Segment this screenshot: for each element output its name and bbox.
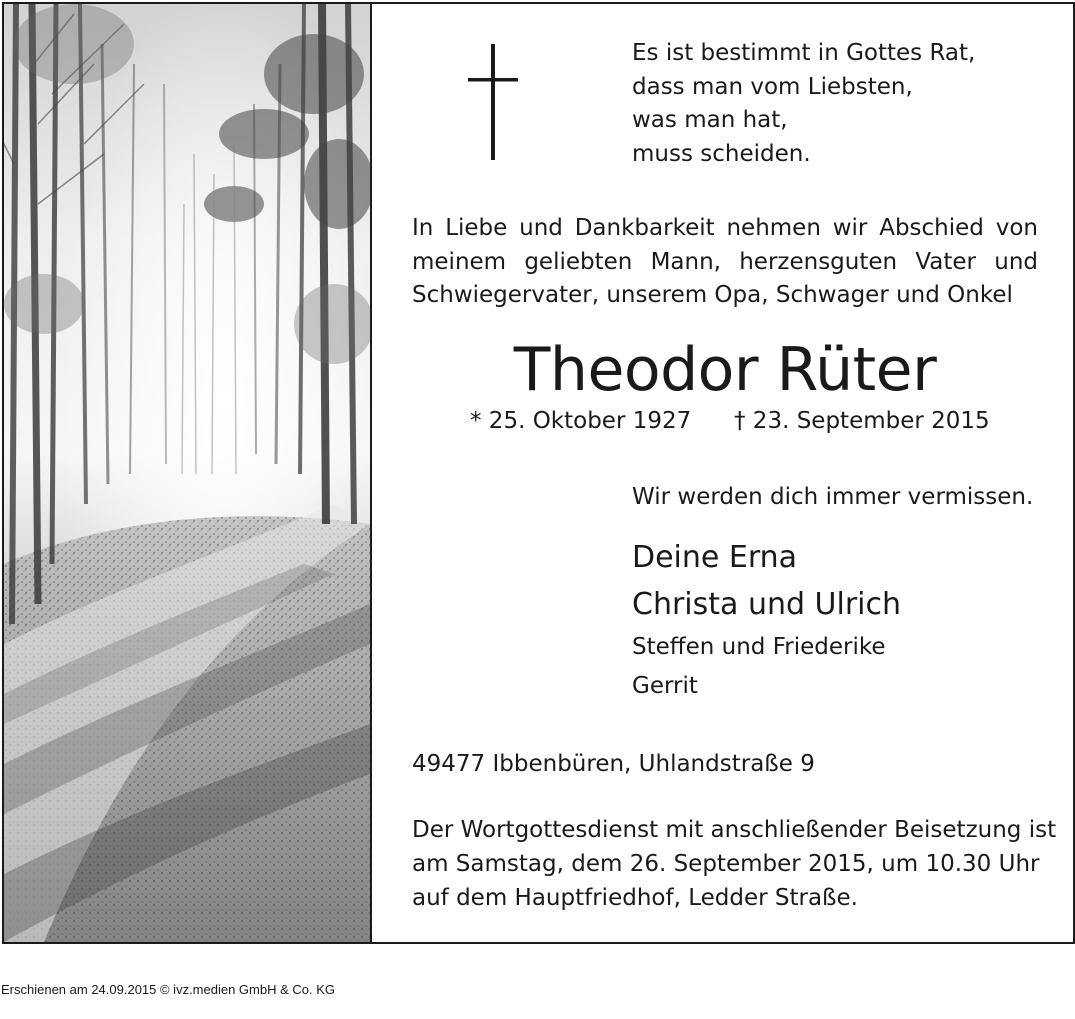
signature-primary: Deine Erna xyxy=(632,540,798,575)
intro-line: In Liebe und Dankbarkeit nehmen wir Abschied von xyxy=(412,215,1038,241)
birth-date: * 25. Oktober 1927 xyxy=(470,408,692,434)
forest-path-photo xyxy=(4,4,372,942)
family-address: 49477 Ibbenbüren, Uhlandstraße 9 xyxy=(412,751,815,777)
poem-line: Es ist bestimmt in Gottes Rat, xyxy=(632,40,976,66)
signature-secondary: Gerrit xyxy=(632,673,698,699)
cross-icon xyxy=(463,44,523,160)
intro-line: meinem geliebten Mann, herzensguten Vater und xyxy=(412,248,1038,275)
obituary-notice xyxy=(2,2,1075,944)
service-announcement xyxy=(412,813,1057,915)
publication-footer: Erschienen am 24.09.2015 © ivz.medien GmbH & Co. KG xyxy=(1,982,336,997)
poem-line: muss scheiden. xyxy=(632,140,811,167)
service-line: auf dem Hauptfriedhof, Ledder Straße. xyxy=(412,885,858,911)
service-line: Der Wortgottesdienst mit anschließender Beisetzung ist xyxy=(412,817,1057,843)
intro-line: Schwiegervater, unserem Opa, Schwager und Onkel xyxy=(412,282,1013,308)
deceased-name: Theodor Rüter xyxy=(513,335,937,405)
farewell-line: Wir werden dich immer vermissen. xyxy=(632,484,1034,510)
poem-verse xyxy=(632,37,975,171)
death-date: † 23. September 2015 xyxy=(734,408,990,434)
signature-secondary: Steffen und Friederike xyxy=(632,634,886,660)
signature-primary: Christa und Ulrich xyxy=(632,587,902,622)
poem-line: was man hat, xyxy=(632,107,788,133)
service-line: am Samstag, dem 26. September 2015, um 10.30 Uhr xyxy=(412,851,1040,877)
intro-paragraph xyxy=(412,212,1038,313)
poem-line: dass man vom Liebsten, xyxy=(632,73,913,100)
